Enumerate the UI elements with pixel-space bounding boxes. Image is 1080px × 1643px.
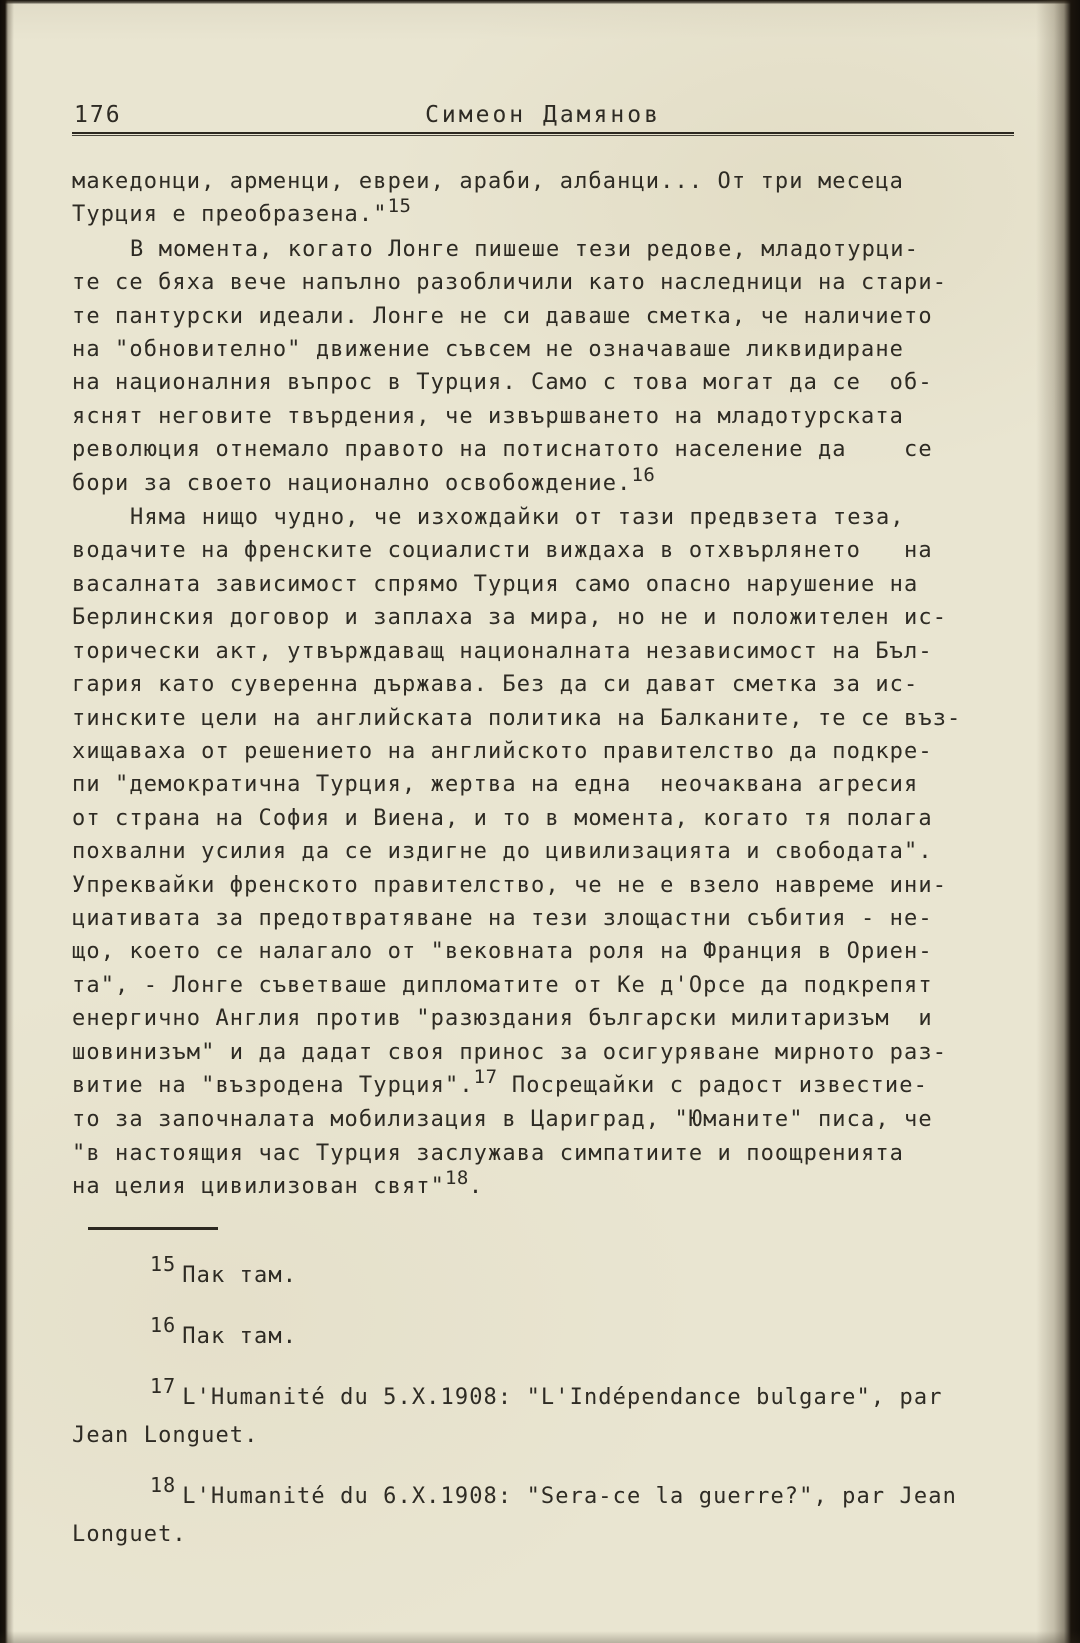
footnote-text: L'Humanité du 6.X.1908: "Sera-ce la guerre?", par Jean	[182, 1483, 957, 1509]
body-line	[72, 702, 1014, 735]
text-segment: те пантурски идеали. Лонге не си даваше сметка, че наличието	[72, 303, 933, 329]
body-line	[72, 1065, 1014, 1103]
body-line	[72, 969, 1014, 1002]
footnote	[72, 1472, 1014, 1554]
text-segment: що, което се налагало от "вековната роля на Франция в Ориен-	[72, 939, 933, 965]
text-segment: Берлинския договор и заплаха за мира, но не и положителен ис-	[72, 605, 948, 631]
body-line	[72, 333, 1014, 366]
text-segment: бори за своето национално освобождение.	[72, 470, 632, 496]
scan-edge-right	[1036, 0, 1080, 1643]
body-line	[72, 835, 1014, 868]
body-line	[72, 534, 1014, 567]
footnote-text: Пак там.	[182, 1262, 298, 1288]
footnote-text: Пак там.	[182, 1323, 298, 1349]
body-line	[72, 601, 1014, 634]
body-line	[72, 300, 1014, 333]
text-segment: на целия цивилизован свят"	[72, 1174, 445, 1200]
body-line	[72, 266, 1014, 299]
text-segment: похвални усилия да се издигне до цивилизацията и свободата".	[72, 839, 933, 865]
text-segment: витие на "възродена Турция".	[72, 1072, 474, 1098]
body-text	[72, 165, 1014, 1205]
text-segment: енергично Англия против "разюздания български милитаризъм и	[72, 1006, 933, 1032]
footnote-reference: 16	[631, 463, 656, 486]
footnote-text: L'Humanité du 5.X.1908: "L'Indépendance bulgare", par	[182, 1384, 943, 1410]
body-line	[72, 165, 1014, 198]
body-line	[72, 768, 1014, 801]
text-segment: революция отнемало правото на потиснатото население да се	[72, 437, 933, 463]
body-line	[72, 1103, 1014, 1136]
footnote	[72, 1373, 1014, 1455]
text-segment: хищаваха от решението на английското правителство да подкре-	[72, 738, 933, 764]
body-line	[72, 463, 1014, 501]
text-segment: Няма нищо чудно, че изхождайки от тази предвзета теза,	[130, 505, 905, 531]
body-line	[72, 935, 1014, 968]
footnote-marker: 16	[150, 1312, 177, 1337]
footnotes	[72, 1251, 1014, 1554]
text-segment: циативата за предотвратяване на тези злощастни събития - не-	[72, 905, 933, 931]
text-segment: яснят неговите твърдения, че извършването на младотурската	[72, 403, 905, 429]
footnote-marker: 17	[150, 1373, 177, 1398]
text-segment: пи "демократична Турция, жертва на една неочаквана агресия	[72, 772, 919, 798]
text-segment: гария като суверенна държава. Без да си дават сметка за ис-	[72, 672, 919, 698]
text-segment: торически акт, утвърждаващ националната независимост на Бъл-	[72, 638, 933, 664]
text-segment: македонци, арменци, евреи, араби, албанци... От три месеца	[72, 169, 905, 194]
body-line	[72, 501, 1014, 534]
body-line	[72, 568, 1014, 601]
footnote-reference: 17	[473, 1065, 498, 1088]
scan-edge-bottom	[0, 1631, 1080, 1643]
text-segment: "в настоящия час Турция заслужава симпатиите и поощренията	[72, 1140, 905, 1166]
body-line	[72, 1002, 1014, 1035]
body-line	[72, 1036, 1014, 1069]
body-line	[72, 1137, 1014, 1170]
text-segment: Упреквайки френското правителство, че не е взело навреме ини-	[72, 872, 948, 898]
page-content	[72, 0, 1014, 1576]
footnote-marker: 15	[150, 1251, 177, 1276]
text-segment: то за започналата мобилизация в Цариград, "Юманите" писа, че	[72, 1107, 933, 1133]
running-head: Симеон Дамянов	[425, 102, 661, 128]
scan-edge-top	[0, 0, 1080, 4]
footnote-marker: 18	[150, 1472, 177, 1497]
footnote-line	[72, 1472, 1014, 1516]
text-segment: тинските цели на английската политика на Балканите, те се въз-	[72, 705, 962, 731]
footnote-line	[72, 1516, 1014, 1554]
text-segment: Посрещайки с радост известие-	[497, 1072, 928, 1098]
footnote-line	[72, 1312, 1014, 1356]
text-segment: от страна на София и Виена, и то в момента, когато тя полага	[72, 805, 933, 831]
body-line	[72, 668, 1014, 701]
body-line	[72, 233, 1014, 266]
footnote-line	[72, 1373, 1014, 1417]
text-segment: те се бяха вече напълно разобличили като наследници на стари-	[72, 270, 948, 296]
text-segment: .	[468, 1174, 484, 1200]
footnote-reference: 18	[444, 1167, 469, 1190]
footnote-text: Longuet.	[72, 1521, 187, 1547]
body-line	[72, 635, 1014, 668]
footnote-text: Jean Longuet.	[72, 1422, 259, 1448]
body-line	[72, 869, 1014, 902]
page-header	[72, 98, 1014, 130]
footnote-separator	[88, 1227, 218, 1230]
text-segment: та", - Лонге съветваше дипломатите от Ке д'Орсе да подкрепят	[72, 972, 933, 998]
body-line	[72, 400, 1014, 433]
body-line	[72, 195, 1014, 232]
footnote	[72, 1251, 1014, 1295]
text-segment: водачите на френските социалисти виждаха в отхвърлянето на	[72, 538, 933, 564]
footnote-line	[72, 1251, 1014, 1295]
footnote-reference: 15	[387, 195, 412, 218]
body-line	[72, 366, 1014, 399]
footnote-line	[72, 1417, 1014, 1455]
scan-edge-left	[0, 0, 14, 1643]
page-number: 176	[74, 102, 122, 128]
text-segment: В момента, когато Лонге пишеше тези редове, младотурци-	[130, 236, 919, 262]
body-line	[72, 433, 1014, 466]
footnote	[72, 1312, 1014, 1356]
body-line	[72, 902, 1014, 935]
text-segment: васалната зависимост спрямо Турция само опасно нарушение на	[72, 571, 919, 597]
text-segment: Турция е преобразена."	[72, 202, 388, 228]
text-segment: на "обновително" движение съвсем не означаваше ликвидиране	[72, 337, 905, 363]
text-segment: шовинизъм" и да дадат своя принос за осигуряване мирното раз-	[72, 1039, 948, 1065]
header-rule	[72, 132, 1014, 137]
text-segment: на националния въпрос в Турция. Само с това могат да се об-	[72, 370, 933, 396]
body-line	[72, 802, 1014, 835]
body-line	[72, 735, 1014, 768]
body-line	[72, 1167, 1014, 1204]
